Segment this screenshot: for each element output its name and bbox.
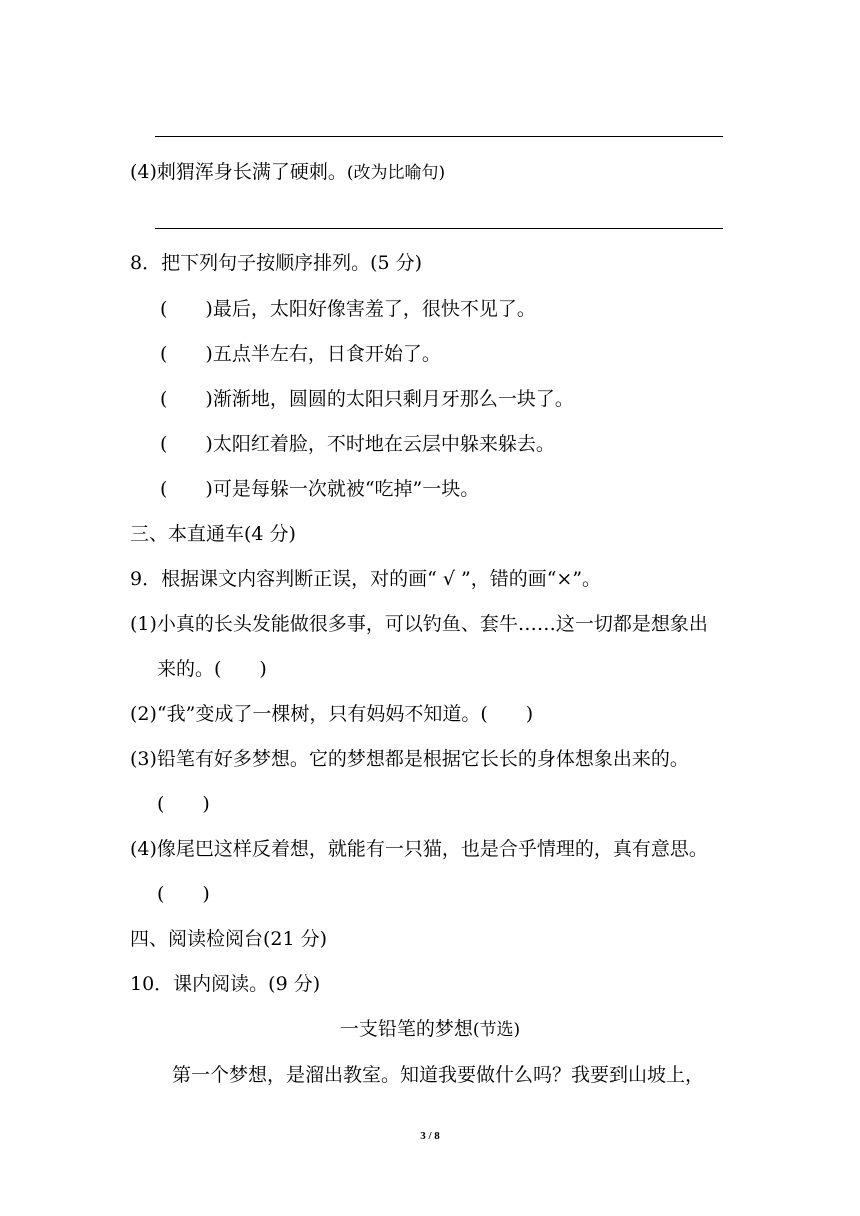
section-3-heading: 三、本直通车(4 分) — [130, 523, 296, 545]
judge-item-3: (3)铅笔有好多梦想。它的梦想都是根据它长长的身体想象出来的。 — [130, 748, 689, 770]
judge-item-2: (2)“我”变成了一棵树，只有妈妈不知道。( ) — [130, 703, 534, 725]
judge-item-3-cont: ( ) — [157, 793, 210, 815]
question-10-title: 10．课内阅读。(9 分) — [130, 973, 321, 995]
judge-item-1-cont: 来的。( ) — [157, 658, 267, 680]
order-item: ( )渐渐地，圆圆的太阳只剩月牙那么一块了。 — [160, 388, 574, 410]
question-7-4-note: (改为比喻句) — [346, 163, 446, 183]
page-number: 3 / 8 — [420, 1130, 440, 1142]
order-item: ( )最后，太阳好像害羞了，很快不见了。 — [160, 298, 536, 320]
order-item: ( )太阳红着脸，不时地在云层中躲来躲去。 — [160, 433, 555, 455]
judge-item-4: (4)像尾巴这样反着想，就能有一只猫，也是合乎情理的，真有意思。 — [130, 838, 708, 860]
question-8-title: 8．把下列句子按顺序排列。(5 分) — [130, 252, 423, 274]
passage-title — [0, 1016, 860, 1043]
answer-line[interactable] — [155, 136, 723, 137]
passage-title-text: 一支铅笔的梦想 — [339, 1018, 473, 1040]
order-item: ( )五点半左右，日食开始了。 — [160, 343, 441, 365]
question-9-title: 9．根据课文内容判断正误，对的画“ √ ”，错的画“×”。 — [130, 568, 602, 590]
order-item: ( )可是每躲一次就被“吃掉”一块。 — [160, 478, 480, 500]
judge-item-4-cont: ( ) — [157, 883, 210, 905]
passage-first-line: 第一个梦想，是溜出教室。知道我要做什么吗？我要到山坡上， — [172, 1064, 705, 1086]
judge-item-1: (1)小真的长头发能做很多事，可以钓鱼、套牛……这一切都是想象出 — [130, 613, 708, 635]
section-4-heading: 四、阅读检阅台(21 分) — [130, 928, 328, 950]
question-7-4-text: (4)刺猬浑身长满了硬刺。 — [130, 161, 347, 183]
question-7-4 — [130, 159, 445, 186]
answer-line[interactable] — [155, 228, 723, 229]
passage-title-note: (节选) — [472, 1020, 521, 1040]
